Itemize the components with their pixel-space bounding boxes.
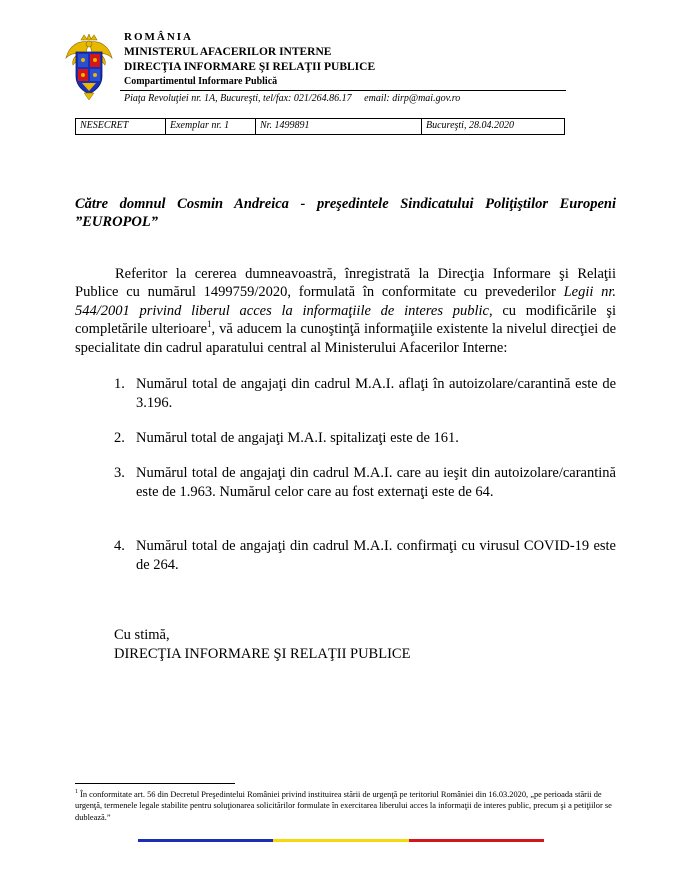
reference-classification: NESECRET	[76, 119, 166, 134]
reference-table	[75, 118, 565, 135]
intro-text-2: , cu modificările şi completările ulterioare	[75, 302, 616, 338]
salutation: Către domnul Cosmin Andreica - preşedintele Sindicatului Poliţiştilor Europeni ”EUROPOL”	[75, 196, 616, 230]
header-email: email: dirp@mai.gov.ro	[364, 93, 461, 104]
intro-law-reference: Legii nr. 544/2001 privind liberul acces la informaţiile de interes public	[75, 284, 616, 319]
footnote-reference: 1	[207, 319, 212, 330]
list-item-number: 2.	[114, 430, 125, 446]
closing-greeting: Cu stimă,	[114, 627, 170, 643]
tricolor-red	[409, 839, 544, 842]
header-ministry: MINISTERUL AFACERILOR INTERNE	[124, 46, 332, 58]
list-item-number: 4.	[114, 538, 125, 554]
footnote-mark: 1	[75, 789, 78, 795]
header-country: ROMÂNIA	[124, 31, 193, 43]
list-item	[114, 429, 616, 448]
closing-block	[114, 626, 410, 663]
list-item-number: 3.	[114, 465, 125, 481]
list-item-number: 1.	[114, 376, 125, 392]
tricolor-yellow	[273, 839, 408, 842]
footnote-divider	[75, 783, 235, 784]
intro-text-1: Referitor la cererea dumneavoastră, înregistrată la Direcţia Informare şi Relaţii Publice cu numărul 1499759/2020, formulată în conformitate cu prevederilor	[75, 266, 616, 301]
intro-text-3: , vă aducem la cunoştinţă informaţiile existente la nivelul direcţiei de specialitate din cadrul aparatului central al Ministerului Afacerilor Interne:	[75, 321, 616, 356]
tricolor-bar	[138, 839, 544, 842]
list-item-text: Numărul total de angajaţi din cadrul M.A.I. confirmaţi cu virusul COVID-19 este de 264.	[136, 538, 616, 573]
closing-signature: DIRECŢIA INFORMARE ŞI RELAŢII PUBLICE	[114, 645, 411, 662]
header-direction: DIRECŢIA INFORMARE ŞI RELAŢII PUBLICE	[124, 61, 376, 73]
footnote	[75, 787, 616, 824]
list-item	[114, 537, 616, 574]
header-address-line	[124, 93, 460, 104]
reference-copy: Exemplar nr. 1	[166, 119, 256, 134]
list-item-text: Numărul total de angajaţi din cadrul M.A.I. care au ieşit din autoizolare/carantină este de 1.963. Numărul celor care au fost externaţi este de 64.	[136, 465, 616, 500]
list-item	[114, 464, 616, 501]
footnote-text: În conformitate art. 56 din Decretul Preşedintelui României privind instituirea stării de urgenţă pe teritoriul României din 16.03.2020, „pe perioada stării de urgenţă, termenele legale stabilite pentru soluţionarea solicitărilor formulate în exercitarea liberului acces la informaţii de interes public, precum şi a petiţiilor se dublează.”	[75, 789, 612, 822]
header-address: Piaţa Revoluţiei nr. 1A, Bucureşti, tel/fax: 021/264.86.17	[124, 93, 352, 104]
reference-place-date: Bucureşti, 28.04.2020	[426, 120, 514, 131]
reference-number: Nr. 1499891	[256, 119, 422, 134]
list-item-text: Numărul total de angajaţi din cadrul M.A.I. aflaţi în autoizolare/carantină este de 3.196.	[136, 376, 616, 411]
coat-of-arms-icon	[64, 34, 114, 100]
header-divider	[120, 90, 566, 91]
header-compartment: Compartimentul Informare Publică	[124, 76, 278, 87]
intro-paragraph	[75, 265, 616, 357]
list-item	[114, 375, 616, 412]
tricolor-blue	[138, 839, 273, 842]
list-item-text: Numărul total de angajaţi M.A.I. spitalizaţi este de 161.	[136, 430, 459, 446]
